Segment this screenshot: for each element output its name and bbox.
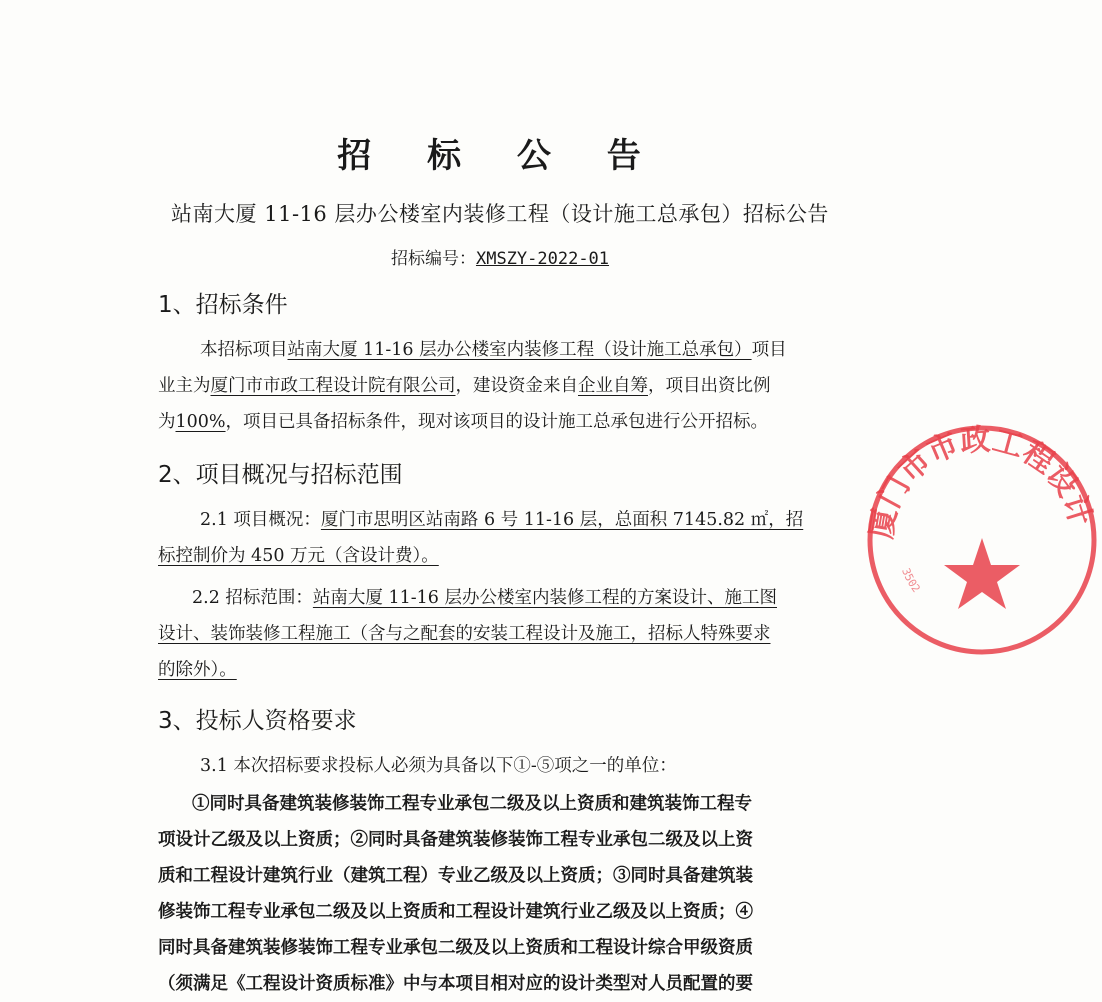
section-2-2-line-2 [158, 616, 858, 652]
control-price: 标控制价为 450 万元（含设计费）。 [158, 546, 439, 566]
text-run: 项目 [751, 340, 787, 360]
page-title: 招 标 公 告 [337, 136, 663, 176]
section-1-line-2 [158, 368, 858, 404]
section-1-heading: 1、招标条件 [158, 292, 288, 318]
section-1-line-3 [158, 404, 858, 440]
scope-text: 的除外）。 [158, 660, 237, 680]
scope-text: 站南大厦 11-16 层办公楼室内装修工程的方案设计、施工图 [312, 588, 777, 608]
section-2-1-paragraph [158, 502, 858, 574]
seal-code: 3502 [899, 566, 923, 595]
document-subtitle: 站南大厦 11-16 层办公楼室内装修工程（设计施工总承包）招标公告 [171, 202, 829, 226]
funding-ratio: 100% [175, 412, 226, 432]
text-run: 2.2 招标范围： [192, 588, 313, 608]
text-run: ，建设资金来自 [455, 376, 578, 396]
section-1-paragraph [158, 332, 858, 440]
section-3-1-intro: 3.1 本次招标要求投标人必须为具备以下①-⑤项之一的单位： [200, 756, 677, 776]
section-2-1-line-2 [158, 538, 858, 574]
bid-number-line [0, 244, 1000, 269]
qualification-line: 项设计乙级及以上资质；②同时具备建筑装修装饰工程专业承包二级及以上资 [158, 830, 753, 850]
seal-star-icon [944, 538, 1020, 609]
section-3-1-paragraph [158, 748, 858, 784]
section-2-2-paragraph [158, 580, 858, 688]
project-overview: 厦门市思明区站南路 6 号 11-16 层，总面积 7145.82 ㎡，招 [320, 510, 804, 530]
qualification-list [158, 786, 858, 1002]
text-run: ，项目已具备招标条件，现对该项目的设计施工总承包进行公开招标。 [225, 412, 769, 432]
qualification-line: 质和工程设计建筑行业（建筑工程）专业乙级及以上资质；③同时具备建筑装 [158, 866, 753, 886]
qualification-line: ①同时具备建筑装修装饰工程专业承包二级及以上资质和建筑装饰工程专 [192, 794, 752, 814]
text-run: ，项目出资比例 [648, 376, 771, 396]
qualification-line: （须满足《工程设计资质标准》中与本项目相对应的设计类型对人员配置的要 [158, 974, 753, 994]
official-seal-icon [862, 420, 1102, 660]
section-2-2-line-3 [158, 652, 858, 688]
owner-name: 厦门市市政工程设计院有限公司 [210, 376, 456, 396]
section-3-heading: 3、投标人资格要求 [158, 708, 357, 734]
text-run: 2.1 项目概况： [200, 510, 321, 530]
project-name: 站南大厦 11-16 层办公楼室内装修工程（设计施工总承包） [287, 340, 752, 360]
section-2-1-line-1 [158, 502, 858, 538]
qualification-line: 修装饰工程专业承包二级及以上资质和工程设计建筑行业乙级及以上资质；④ [158, 902, 753, 922]
section-2-heading: 2、项目概况与招标范围 [158, 462, 403, 488]
bid-number-value: XMSZY-2022-01 [475, 249, 610, 269]
qualification-line: 同时具备建筑装修装饰工程专业承包二级及以上资质和工程设计综合甲级资质 [158, 938, 753, 958]
text-run: 本招标项目 [200, 340, 288, 360]
text-run: 为 [158, 412, 176, 432]
scope-text: 设计、装饰装修工程施工（含与之配套的安装工程设计及施工，招标人特殊要求 [158, 624, 771, 644]
section-1-line-1 [158, 332, 858, 368]
seal-text: 厦门市市政工程设计 [864, 422, 1099, 542]
text-run: 业主为 [158, 376, 211, 396]
bid-number-label: 招标编号： [390, 249, 476, 269]
funding-source: 企业自筹 [578, 376, 648, 396]
section-2-2-line-1 [158, 580, 858, 616]
